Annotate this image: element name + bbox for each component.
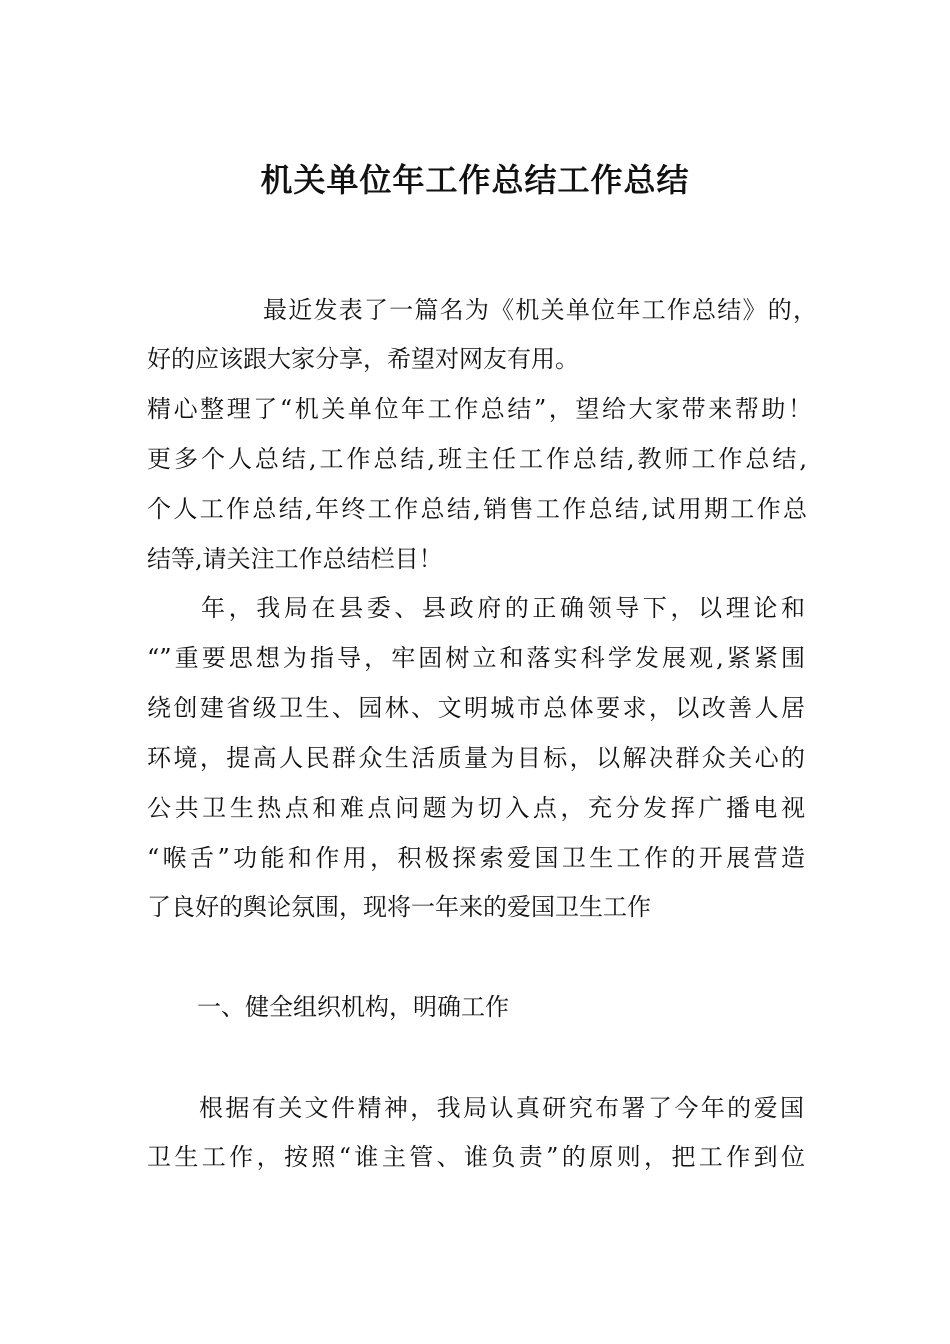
promo-line-1: 精心整理了“机关单位年工作总结”，望给大家带来帮助！ <box>147 395 812 423</box>
document-title: 机关单位年工作总结工作总结 <box>260 161 690 199</box>
body-line-6: “喉舌”功能和作用，积极探索爱国卫生工作的开展营造 <box>147 844 805 872</box>
section-line-2: 卫生工作，按照“谁主管、谁负责”的原则，把工作到位 <box>147 1143 805 1171</box>
body-line-5: 公共卫生热点和难点问题为切入点，充分发挥广播电视 <box>147 794 805 822</box>
promo-line-2: 更多个人总结,工作总结,班主任工作总结,教师工作总结, <box>147 445 807 473</box>
intro-line-1: 最近发表了一篇名为《机关单位年工作总结》的， <box>263 296 817 324</box>
promo-line-3: 个人工作总结,年终工作总结,销售工作总结,试用期工作总 <box>147 495 807 523</box>
body-line-4: 环境，提高人民群众生活质量为目标，以解决群众关心的 <box>147 744 805 772</box>
intro-line-2: 好的应该跟大家分享，希望对网友有用。 <box>147 345 579 373</box>
section-heading: 一、健全组织机构，明确工作 <box>197 993 509 1021</box>
section-line-1: 根据有关文件精神，我局认真研究布署了今年的爱国 <box>199 1094 804 1122</box>
body-line-2: “”重要思想为指导，牢固树立和落实科学发展观,紧紧围 <box>147 644 805 672</box>
promo-line-4: 结等,请关注工作总结栏目！ <box>147 545 443 573</box>
body-line-1: 年，我局在县委、县政府的正确领导下，以理论和 <box>201 594 805 622</box>
body-line-3: 绕创建省级卫生、园林、文明城市总体要求，以改善人居 <box>147 694 805 722</box>
body-line-7: 了良好的舆论氛围，现将一年来的爱国卫生工作 <box>147 893 651 921</box>
